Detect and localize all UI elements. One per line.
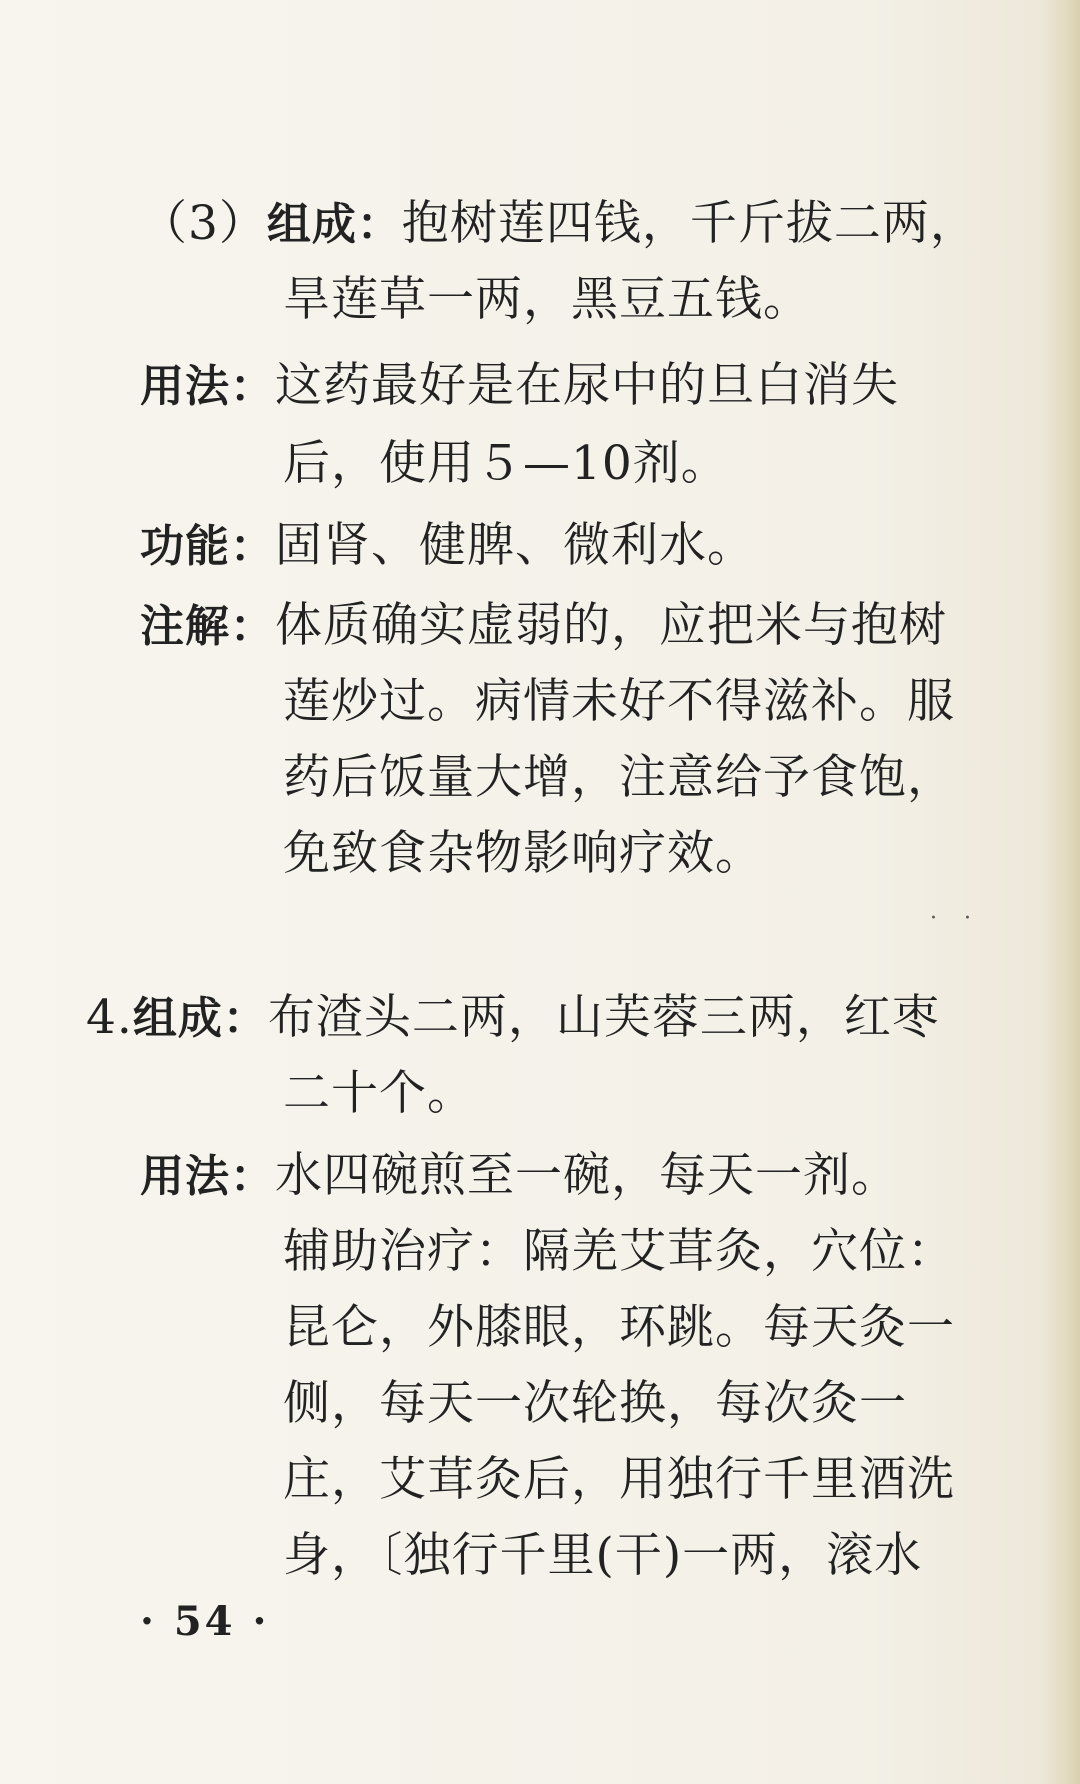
page-edge-shadow	[1040, 0, 1080, 1784]
section4-composition-line1	[86, 990, 940, 1047]
section3-composition-line1	[140, 196, 978, 253]
section3-composition-text1: 抱树莲四钱，千斤拔二两，	[401, 196, 978, 251]
section3-usage-text1: 这药最好是在尿中的旦白消失	[275, 358, 899, 413]
section3-composition-line2: 旱莲草一两，黑豆五钱。	[283, 272, 811, 327]
section3-usage-label: 用法：	[140, 361, 275, 412]
section4-usage-text1: 水四碗煎至一碗，每天一剂。	[275, 1148, 899, 1203]
page-number: · 54 ·	[140, 1598, 270, 1645]
section4-usage-line6: 身，〔独行千里(干)一两，滚水	[283, 1528, 923, 1583]
section3-composition-label: 组成：	[266, 199, 402, 250]
section4-usage-line1	[140, 1148, 899, 1205]
section4-usage-line4: 侧，每天一次轮换，每次灸一	[283, 1376, 907, 1431]
print-speckles: · ·	[930, 906, 981, 931]
section4-composition-label: 组成：	[132, 993, 268, 1044]
section3-notes-label: 注解：	[140, 601, 275, 652]
section4-usage-label: 用法：	[140, 1151, 275, 1202]
section3-notes-line1	[140, 598, 947, 655]
section3-function-label: 功能：	[140, 521, 275, 572]
section3-index: （3）	[140, 196, 267, 251]
section4-usage-line2: 辅助治疗：隔羌艾茸灸，穴位：	[283, 1224, 955, 1279]
section3-usage-line1	[140, 358, 899, 415]
section3-notes-text1: 体质确实虚弱的，应把米与抱树	[275, 598, 947, 653]
section4-index: 4.	[86, 990, 133, 1045]
section4-composition-text1: 布渣头二两，山芙蓉三两，红枣	[267, 990, 940, 1045]
section4-usage-line5: 庄，艾茸灸后，用独行千里酒洗	[283, 1452, 955, 1507]
section3-function-line1	[140, 518, 755, 575]
section4-usage-line3: 昆仑，外膝眼，环跳。每天灸一	[283, 1300, 955, 1355]
section3-usage-line2: 后，使用５—10剂。	[283, 436, 729, 491]
section4-composition-line2: 二十个。	[283, 1066, 475, 1121]
section3-function-text1: 固肾、健脾、微利水。	[275, 518, 755, 573]
section3-notes-line3: 药后饭量大增，注意给予食饱，	[283, 750, 955, 805]
section3-notes-line4: 免致食杂物影响疗效。	[283, 826, 763, 881]
section3-notes-line2: 莲炒过。病情未好不得滋补。服	[283, 674, 955, 729]
